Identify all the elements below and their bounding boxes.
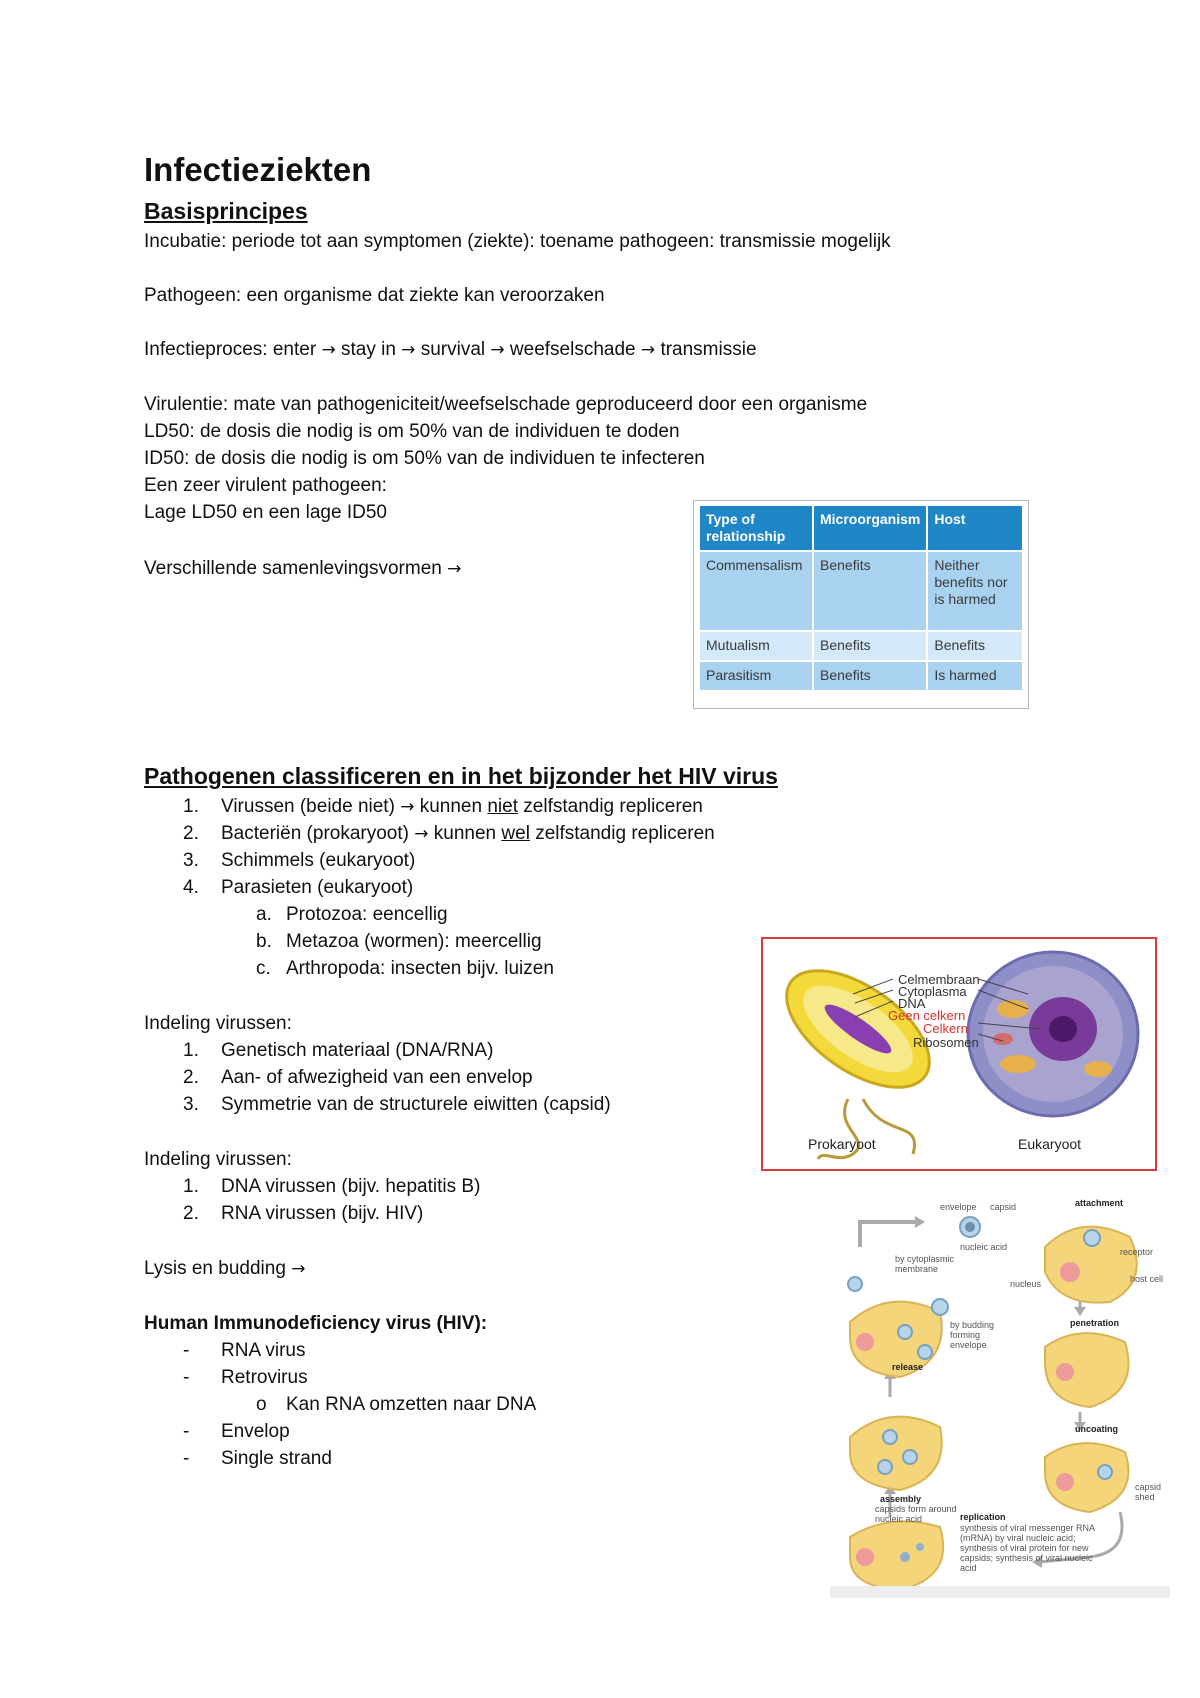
list-text: zelfstandig repliceren <box>535 823 715 844</box>
table-cell: Is harmed <box>927 661 1023 691</box>
cell-caption: Prokaryoot <box>808 1136 876 1152</box>
infectieproces-text <box>144 338 757 362</box>
list-item <box>183 1366 308 1390</box>
cycle-label: receptor <box>1120 1247 1154 1257</box>
arrow-icon: → <box>447 559 462 579</box>
list-number: 3. <box>183 1094 199 1115</box>
cycle-label: by cytoplasmic membrane <box>895 1254 955 1274</box>
table-cell: Benefits <box>813 551 927 631</box>
list-number: 2. <box>183 1067 199 1088</box>
sub-list-item <box>256 930 542 954</box>
samenlevingsvormen-label: Verschillende samenlevingsvormen <box>144 558 442 579</box>
cell-label: Geen celkern <box>888 1008 966 1023</box>
indeling-virussen-label: Indeling virussen: <box>144 1013 292 1034</box>
list-text: Parasieten (eukaryoot) <box>221 877 414 898</box>
list-text: Virussen (beide niet) <box>221 796 395 817</box>
list-text: kunnen <box>419 796 483 817</box>
arrow-icon: → <box>414 824 429 844</box>
id50-text: ID50: de dosis die nodig is om 50% van de individuen te infecteren <box>144 448 705 469</box>
cell-label: Celmembraan <box>898 972 980 987</box>
virulentie-text: Virulentie: mate van pathogeniciteit/weefselschade geproduceerd door een organisme <box>144 394 868 415</box>
list-text: Envelop <box>221 1421 290 1442</box>
list-item <box>183 1202 423 1226</box>
cycle-label: host cell <box>1130 1274 1164 1284</box>
sub-list-item <box>256 1393 536 1417</box>
arrow-icon: → <box>291 1259 306 1279</box>
list-text: RNA virussen (bijv. HIV) <box>221 1203 424 1224</box>
cycle-label: attachment <box>1075 1198 1124 1208</box>
list-text: RNA virus <box>221 1340 306 1361</box>
step: transmissie <box>660 339 757 360</box>
incubatie-text: Incubatie: periode tot aan symptomen (ziekte): toename pathogeen: transmissie mogelijk <box>144 231 891 252</box>
table-header: Host <box>927 505 1023 551</box>
section-heading-pathogenen: Pathogenen classificeren en in het bijzonder het HIV virus <box>144 763 778 789</box>
ld50-text: LD50: de dosis die nodig is om 50% van de individuen te doden <box>144 421 680 442</box>
cycle-label: nucleic acid <box>960 1242 1008 1252</box>
list-item <box>183 1339 305 1363</box>
list-number: 1. <box>183 1040 199 1061</box>
section-heading-basisprincipes: Basisprincipes <box>144 198 308 224</box>
list-text-underlined: niet <box>487 796 518 817</box>
cell-label: Celkern <box>923 1021 968 1036</box>
step: survival <box>420 339 486 360</box>
cycle-label: penetration <box>1070 1318 1120 1328</box>
relationship-table <box>698 504 1024 692</box>
table-row <box>699 661 1023 691</box>
cell-label: Cytoplasma <box>898 984 967 999</box>
step: weefselschade <box>509 339 636 360</box>
samenlevingsvormen-text <box>144 557 461 581</box>
cycle-label: nucleus <box>1010 1279 1042 1289</box>
zeer-virulent-text: Een zeer virulent pathogeen: <box>144 475 387 496</box>
cycle-label: capsid <box>990 1202 1017 1212</box>
cycle-label: capsids form around nucleic acid <box>875 1504 957 1524</box>
table-cell: Benefits <box>927 631 1023 661</box>
relationship-table-image <box>693 500 1029 709</box>
list-text: Metazoa (wormen): meercellig <box>286 931 542 952</box>
indeling-virussen-label: Indeling virussen: <box>144 1149 292 1170</box>
list-text: Single strand <box>221 1448 332 1469</box>
figure-shadow <box>830 1586 1170 1598</box>
table-row <box>699 551 1023 631</box>
cell-comparison-figure <box>761 937 1157 1171</box>
list-letter: a. <box>256 904 272 925</box>
list-text: Bacteriën (prokaryoot) <box>221 823 409 844</box>
list-text: Aan- of afwezigheid van een envelop <box>221 1067 533 1088</box>
cycle-label: assembly <box>880 1494 922 1504</box>
page-title: Infectieziekten <box>144 151 372 188</box>
cycle-label: by budding forming envelope <box>950 1320 995 1350</box>
hiv-heading: Human Immunodeficiency virus (HIV): <box>144 1313 488 1334</box>
list-item <box>183 1093 611 1117</box>
list-item <box>183 1039 493 1063</box>
list-item <box>183 822 715 846</box>
table-cell: Neither benefits nor is harmed <box>927 551 1023 631</box>
list-text: Protozoa: eencellig <box>286 904 448 925</box>
arrow-icon: → <box>401 340 416 360</box>
pathogeen-text: Pathogeen: een organisme dat ziekte kan veroorzaken <box>144 285 605 306</box>
dash-bullet: - <box>183 1448 190 1469</box>
arrow-icon: → <box>321 340 336 360</box>
list-item <box>183 849 415 873</box>
table-cell: Benefits <box>813 631 927 661</box>
cell-label: Ribosomen <box>913 1035 979 1050</box>
arrow-icon: → <box>400 797 415 817</box>
list-number: 3. <box>183 850 199 871</box>
dash-bullet: - <box>183 1340 190 1361</box>
list-text: Genetisch materiaal (DNA/RNA) <box>221 1040 494 1061</box>
list-text: Symmetrie van de structurele eiwitten (capsid) <box>221 1094 611 1115</box>
lysis-label: Lysis en budding <box>144 1258 286 1279</box>
dash-bullet: - <box>183 1367 190 1388</box>
table-cell: Mutualism <box>699 631 813 661</box>
lage-ld50-text: Lage LD50 en een lage ID50 <box>144 502 387 523</box>
virus-replication-cycle-figure <box>830 1192 1170 1598</box>
step: stay in <box>340 339 396 360</box>
list-text: Retrovirus <box>221 1367 308 1388</box>
list-text: kunnen <box>433 823 497 844</box>
list-text: Schimmels (eukaryoot) <box>221 850 416 871</box>
list-number: 1. <box>183 796 199 817</box>
list-letter: b. <box>256 931 272 952</box>
infectieproces-prefix: Infectieproces: enter <box>144 339 317 360</box>
table-header: Type of relationship <box>699 505 813 551</box>
lysis-budding-text <box>144 1257 305 1281</box>
list-item <box>183 1175 480 1199</box>
list-number: 2. <box>183 823 199 844</box>
cycle-label: envelope <box>940 1202 977 1212</box>
list-item <box>183 876 413 900</box>
list-number: 4. <box>183 877 199 898</box>
list-text: Kan RNA omzetten naar DNA <box>286 1394 537 1415</box>
cycle-label: replication <box>960 1512 1006 1522</box>
table-header: Microorganism <box>813 505 927 551</box>
cell-caption: Eukaryoot <box>1018 1136 1082 1152</box>
list-text-underlined: wel <box>501 823 530 844</box>
table-row <box>699 631 1023 661</box>
cell-label: DNA <box>898 996 926 1011</box>
cycle-label: release <box>892 1362 924 1372</box>
table-cell: Commensalism <box>699 551 813 631</box>
sub-list-item <box>256 957 554 981</box>
list-item <box>183 795 703 819</box>
list-number: 2. <box>183 1203 199 1224</box>
list-text: DNA virussen (bijv. hepatitis B) <box>221 1176 481 1197</box>
list-text: Arthropoda: insecten bijv. luizen <box>286 958 554 979</box>
arrow-icon: → <box>640 340 656 360</box>
table-cell: Benefits <box>813 661 927 691</box>
cycle-label: capsid shed <box>1135 1482 1162 1502</box>
sub-list-item <box>256 903 448 927</box>
list-letter: c. <box>256 958 271 979</box>
table-cell: Parasitism <box>699 661 813 691</box>
list-item <box>183 1420 290 1444</box>
list-item <box>183 1066 533 1090</box>
list-text: zelfstandig repliceren <box>523 796 703 817</box>
list-number: 1. <box>183 1176 199 1197</box>
circle-bullet: o <box>256 1394 267 1415</box>
dash-bullet: - <box>183 1421 190 1442</box>
cycle-label: uncoating <box>1075 1424 1118 1434</box>
arrow-icon: → <box>490 340 505 360</box>
list-item <box>183 1447 332 1471</box>
cycle-label: synthesis of viral messenger RNA (mRNA) by viral nucleic acid; synthesis of viral protein for new capsids; synthesis of viral nucleic acid <box>960 1523 1095 1573</box>
